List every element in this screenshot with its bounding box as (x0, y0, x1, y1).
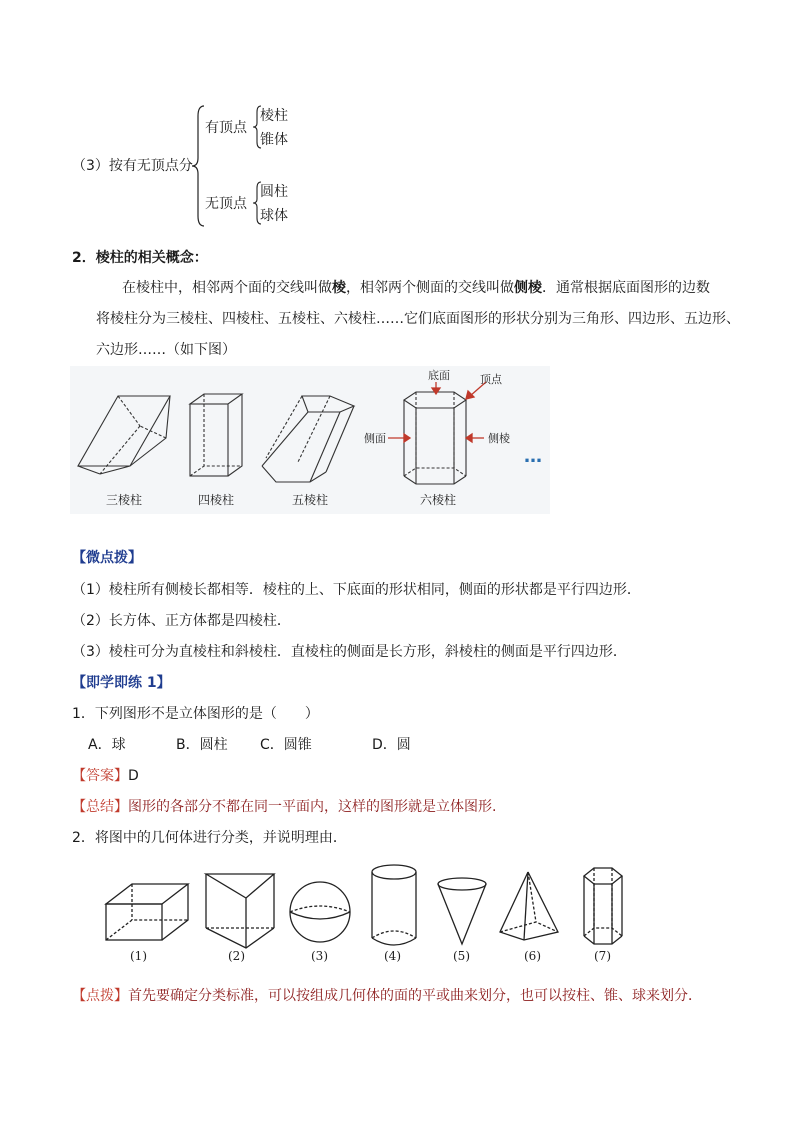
group1-label: 有顶点 (205, 120, 247, 136)
annot-vertex: 顶点 (480, 373, 502, 386)
hint-line (72, 986, 702, 1006)
group2-item-1: 球体 (260, 208, 288, 224)
answer-tag: 【答案】 (72, 768, 128, 784)
answer-line (72, 766, 139, 786)
practice-heading: 【即学即练 1】 (72, 675, 171, 691)
q1-option-d: D．圆 (372, 737, 411, 753)
figure-ellipsis: … (524, 446, 542, 467)
section2-heading: 2．棱柱的相关概念： (72, 250, 208, 266)
group1-item-1: 锥体 (260, 132, 288, 148)
para-text: 在棱柱中，相邻两个面的交线叫做 (122, 280, 332, 296)
solid-triangular-prism (206, 874, 274, 948)
solid-label-4: (4) (384, 949, 401, 963)
prism-label-3: 三棱柱 (106, 493, 143, 507)
group2-label: 无顶点 (205, 196, 247, 212)
q1-option-a: A．球 (88, 737, 126, 753)
para-term-side-edge: 侧棱 (514, 280, 542, 296)
section2-para-line3: 六边形……（如下图） (96, 342, 236, 358)
solid-label-1: (1) (130, 949, 147, 963)
classification-item-label: （3）按有无顶点分 (72, 158, 193, 174)
solid-label-7: (7) (594, 949, 611, 963)
summary-line (72, 797, 496, 817)
solid-cylinder (372, 865, 416, 945)
solid-label-5: (5) (453, 949, 470, 963)
solid-label-2: (2) (228, 949, 245, 963)
q1-option-b: B．圆柱 (176, 737, 228, 753)
para-text: ，相邻两个侧面的交线叫做 (346, 280, 514, 296)
annot-side-face: 侧面 (364, 432, 386, 445)
annot-base: 底面 (428, 369, 450, 382)
solid-label-3: (3) (311, 949, 328, 963)
hint-tag: 【点拨】 (72, 988, 128, 1004)
solid-label-6: (6) (524, 949, 541, 963)
prism-label-6: 六棱柱 (420, 493, 457, 507)
question-2: 2．将图中的几何体进行分类，并说明理由． (72, 830, 347, 846)
annot-side-edge: 侧棱 (488, 432, 510, 445)
answer-value: D (128, 768, 139, 784)
prism-label-5: 五棱柱 (292, 493, 329, 507)
prism-figure (70, 366, 550, 514)
section2-para-line1 (122, 278, 710, 298)
prism-label-4: 四棱柱 (198, 493, 235, 507)
para-text: ．通常根据底面图形的边数 (542, 280, 710, 296)
q1-option-c: C．圆锥 (260, 737, 312, 753)
hint-text: 首先要确定分类标准，可以按组成几何体的面的平或曲来划分，也可以按柱、锥、球来划分． (128, 988, 702, 1004)
solid-cuboid (106, 884, 188, 940)
tips-item-3: （3）棱柱可分为直棱柱和斜棱柱．直棱柱的侧面是长方形，斜棱柱的侧面是平行四边形． (72, 644, 627, 660)
summary-text: 图形的各部分不都在同一平面内，这样的图形就是立体图形. (128, 799, 497, 815)
solid-sphere (290, 882, 350, 942)
outer-brace (190, 104, 206, 228)
solid-pyramid (500, 872, 558, 940)
solids-figure (96, 860, 636, 970)
solid-cone (438, 878, 486, 944)
tips-heading: 【微点拨】 (72, 550, 142, 566)
section2-para-line2: 将棱柱分为三棱柱、四棱柱、五棱柱、六棱柱……它们底面图形的形状分别为三角形、四边形、五边形、 (96, 311, 740, 327)
tips-item-1: （1）棱柱所有侧棱长都相等．棱柱的上、下底面的形状相同，侧面的形状都是平行四边形． (72, 582, 641, 598)
summary-tag: 【总结】 (72, 799, 128, 815)
group2-item-0: 圆柱 (260, 184, 288, 200)
para-term-edge: 棱 (332, 280, 346, 296)
group1-item-0: 棱柱 (260, 108, 288, 124)
question-1: 1．下列图形不是立体图形的是（ ） (72, 706, 319, 722)
tips-item-2: （2）长方体、正方体都是四棱柱． (72, 613, 291, 629)
solid-hexagonal-prism (584, 868, 622, 944)
